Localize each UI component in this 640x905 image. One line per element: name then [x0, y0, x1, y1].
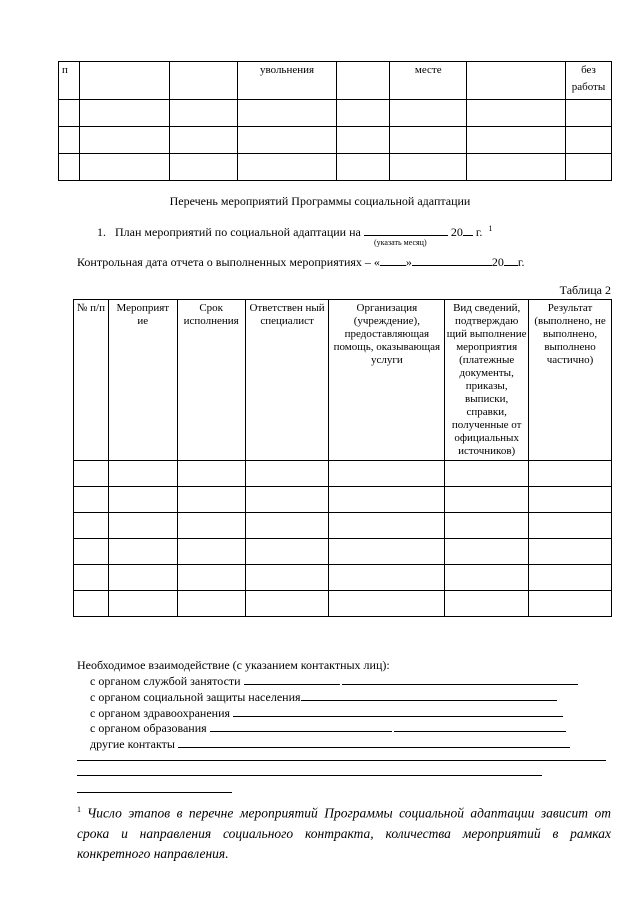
table-row [74, 539, 612, 565]
month-blank-2[interactable] [412, 265, 492, 266]
table-cell [467, 62, 566, 100]
table-cell [79, 62, 169, 100]
table-row [74, 591, 612, 617]
blank-line[interactable] [394, 731, 566, 732]
footnote-separator [77, 792, 232, 793]
program-table [73, 299, 612, 617]
table-row [74, 487, 612, 513]
table-row [59, 154, 612, 181]
control-date-text: Контрольная дата отчета о выполненных мероприятиях – [77, 255, 371, 269]
blank-line[interactable] [178, 747, 570, 748]
previous-table [58, 61, 612, 181]
month-blank[interactable] [364, 235, 448, 236]
table-row [74, 565, 612, 591]
interaction-label: с органом службой занятости [90, 674, 241, 688]
open-quote: « [373, 255, 380, 269]
table-row [59, 100, 612, 127]
column-header: Ответствен ный специалист [245, 300, 329, 461]
table-row [59, 127, 612, 154]
footnote-mark: 1 [488, 224, 493, 233]
footnote-number: 1 [77, 805, 81, 814]
control-date-line [77, 255, 524, 270]
table-cell: без работы [565, 62, 611, 100]
interaction-item [90, 690, 557, 705]
program-title: Перечень мероприятий Программы социальной адаптации [169, 194, 471, 208]
table-row [59, 62, 612, 100]
plan-line [97, 224, 492, 240]
plan-year: 20 [450, 225, 463, 239]
month-hint: (указать месяц) [374, 238, 427, 247]
interaction-item [90, 674, 578, 689]
table-cell: увольнения [237, 62, 337, 100]
interaction-label: с органом социальной защиты населения [90, 690, 301, 704]
year-blank[interactable] [463, 235, 473, 236]
footnote [77, 800, 611, 864]
column-header: Результат (выполнено, не выполнено, выполнено частично) [529, 300, 612, 461]
blank-line[interactable] [77, 760, 606, 761]
blank-line[interactable] [233, 716, 563, 717]
column-header: Мероприят ие [108, 300, 177, 461]
interaction-label: с органом образования [90, 721, 207, 735]
blank-line[interactable] [301, 700, 557, 701]
plan-number: 1. [97, 225, 106, 239]
table-cell [337, 62, 390, 100]
table-row [74, 513, 612, 539]
interaction-title: Необходимое взаимодействие (с указанием контактных лиц): [77, 658, 390, 672]
interaction-label: с органом здравоохранения [90, 706, 231, 720]
close-quote: » [405, 255, 412, 269]
blank-line[interactable] [210, 731, 392, 732]
table-header-row [74, 300, 612, 461]
table-row [74, 461, 612, 487]
column-header: Вид сведений, подтверждаю щий выполнение мероприятия (платежные документы, приказы, выписки, справки, полученные от официальных источников) [445, 300, 529, 461]
year-blank-2[interactable] [504, 265, 518, 266]
interaction-item [90, 737, 570, 752]
interaction-label: другие контакты [90, 737, 175, 751]
footnote-text: Число этапов в перечне мероприятий Программы социальной адаптации зависит от срока и направления социального контракта, количества мероприятий в рамках конкретного направления. [77, 805, 611, 861]
table-cell: п [59, 62, 80, 100]
column-header: Организация (учреждение), предоставляющая помощь, оказывающая услуги [329, 300, 445, 461]
column-header: № п/п [74, 300, 109, 461]
plan-text: План мероприятий по социальной адаптации на [115, 225, 361, 239]
interaction-item [90, 721, 566, 736]
blank-line[interactable] [244, 684, 340, 685]
plan-year-suffix: г. [475, 225, 483, 239]
column-header: Срок исполнения [177, 300, 245, 461]
table-cell: месте [390, 62, 467, 100]
day-blank[interactable] [380, 265, 406, 266]
control-year: 20 [491, 255, 504, 269]
control-year-suffix: г. [517, 255, 525, 269]
table-caption: Таблица 2 [559, 283, 611, 297]
blank-line[interactable] [77, 775, 542, 776]
blank-line[interactable] [342, 684, 578, 685]
table-cell [169, 62, 237, 100]
interaction-item [90, 706, 563, 721]
